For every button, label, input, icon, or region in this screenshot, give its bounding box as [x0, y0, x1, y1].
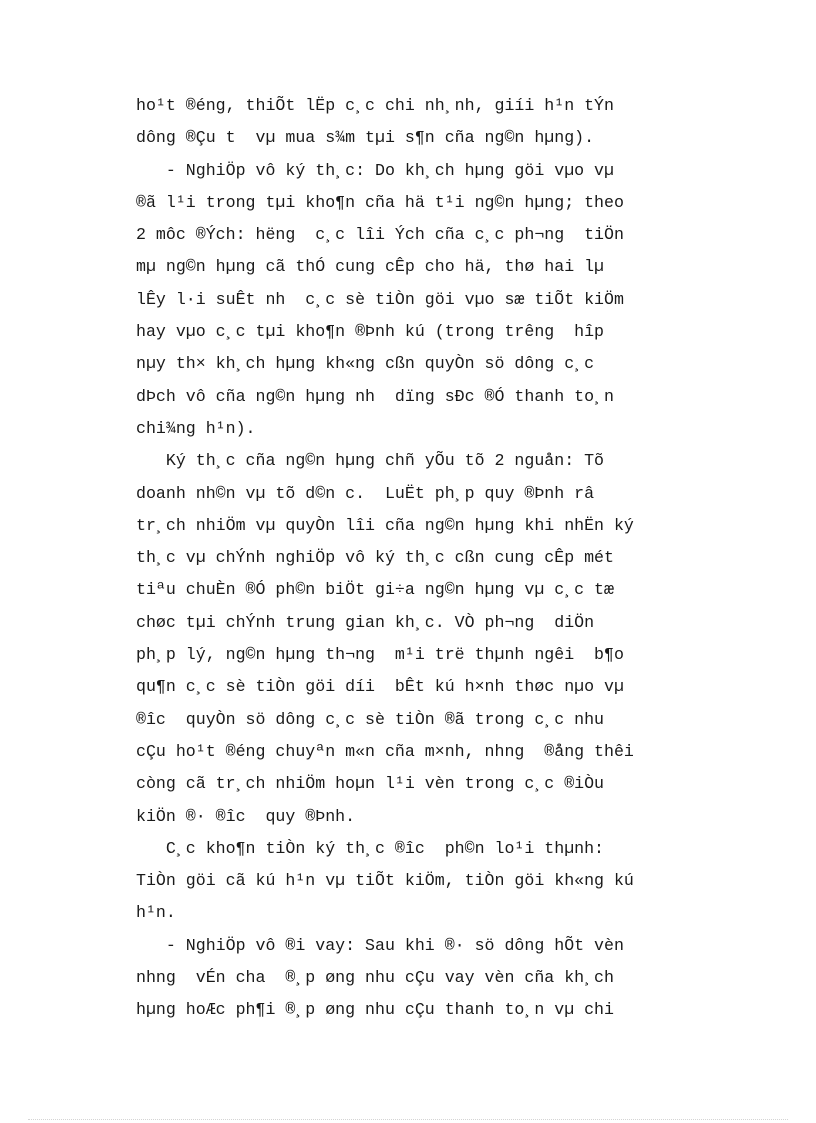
text-line-5: 2 môc ®Ých: hëng c¸c lîi Ých cña c¸c ph¬ng tiÖn [136, 225, 624, 245]
body-text [136, 90, 718, 1027]
text-line-13: doanh nh©n vµ tõ d©n c. LuËt ph¸p quy ®Þnh râ [136, 483, 595, 503]
text-line-9: nµy th× kh¸ch hµng kh«ng cßn quyÒn sö dông c¸c [136, 354, 595, 374]
text-line-24: C¸c kho¶n tiÒn ký th¸c ®îc ph©n lo¹i thµnh: [136, 838, 605, 858]
text-line-11: chi¾ng h¹n). [136, 418, 256, 438]
text-line-2: dông ®Çu t vµ mua s¾m tµi s¶n cña ng©n hµng). [136, 128, 595, 148]
text-line-4: ®ã l¹i trong tµi kho¶n cña hä t¹i ng©n hµng; theo [136, 192, 624, 212]
text-line-29: hµng hoÆc ph¶i ®¸p øng nhu cÇu thanh to¸n vµ chi [136, 1000, 614, 1020]
text-line-23: kiÖn ®· ®îc quy ®Þnh. [136, 806, 356, 826]
text-line-8: hay vµo c¸c tµi kho¶n ®Þnh kú (trong trêng hîp [136, 322, 605, 342]
text-line-21: cÇu ho¹t ®éng chuyªn m«n cña m×nh, nhng ®ång thêi [136, 741, 634, 761]
text-line-15: th¸c vµ chÝnh nghiÖp vô ký th¸c cßn cung cÊp mét [136, 548, 614, 568]
text-line-26: h¹n. [136, 903, 176, 923]
text-line-22: còng cã tr¸ch nhiÖm hoµn l¹i vèn trong c¸c ®iÒu [136, 774, 605, 794]
text-line-6: mµ ng©n hµng cã thÓ cung cÊp cho hä, thø hai lµ [136, 257, 605, 277]
text-line-18: ph¸p lý, ng©n hµng th¬ng m¹i trë thµnh ngêi b¶o [136, 645, 624, 665]
text-line-17: chøc tµi chÝnh trung gian kh¸c. VÒ ph¬ng diÖn [136, 612, 595, 632]
page-bottom-divider [28, 1119, 788, 1120]
text-line-20: ®îc quyÒn sö dông c¸c sè tiÒn ®ã trong c¸c nhu [136, 709, 605, 729]
text-line-16: tiªu chuÈn ®Ó ph©n biÖt gi÷a ng©n hµng vµ c¸c tæ [136, 580, 614, 600]
text-line-10: dÞch vô cña ng©n hµng nh dïng sÐc ®Ó thanh to¸n [136, 386, 614, 406]
text-line-19: qu¶n c¸c sè tiÒn göi díi bÊt kú h×nh thøc nµo vµ [136, 677, 624, 697]
text-line-7: lÊy l·i suÊt nh c¸c sè tiÒn göi vµo sæ tiÕt kiÖm [136, 289, 624, 309]
text-line-27: - NghiÖp vô ®i vay: Sau khi ®· sö dông hÕt vèn [136, 935, 624, 955]
text-line-12: Ký th¸c cña ng©n hµng chñ yÕu tõ 2 nguån: Tõ [136, 451, 605, 471]
text-line-25: TiÒn göi cã kú h¹n vµ tiÕt kiÖm, tiÒn göi kh«ng kú [136, 871, 634, 891]
text-line-3: - NghiÖp vô ký th¸c: Do kh¸ch hµng göi vµo vµ [136, 160, 614, 180]
text-line-14: tr¸ch nhiÖm vµ quyÒn lîi cña ng©n hµng khi nhËn ký [136, 515, 634, 535]
text-line-28: nhng vÉn cha ®¸p øng nhu cÇu vay vèn cña kh¸ch [136, 968, 614, 988]
text-line-1: ho¹t ®éng, thiÕt lËp c¸c chi nh¸nh, giíi h¹n tÝn [136, 96, 614, 115]
